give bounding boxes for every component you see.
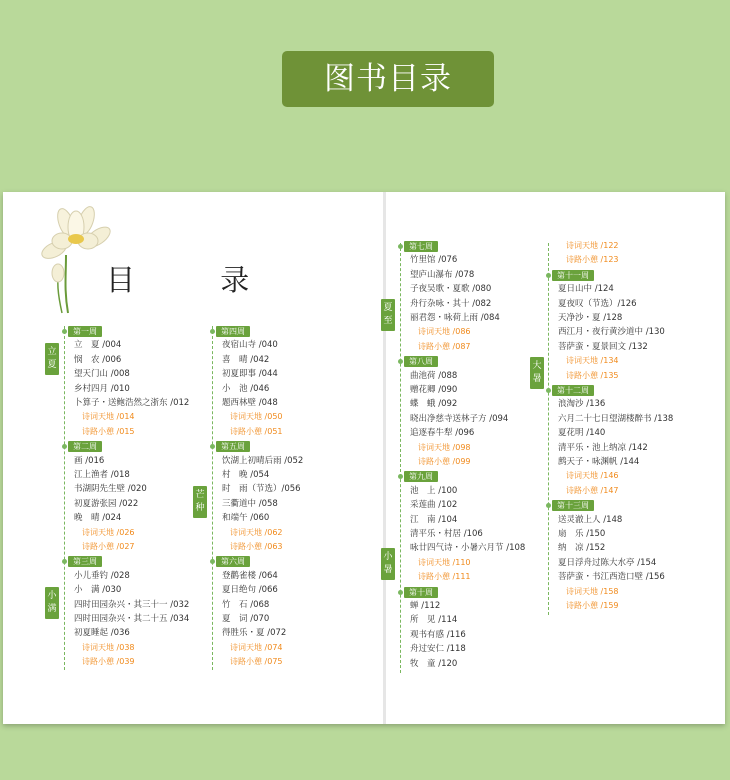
catalog-banner: 图书目录 [282,51,494,107]
toc-entry: 夏夜叹（节选）/126 [558,298,637,309]
col3-guide [400,243,401,673]
toc-entry: 夏 词 /070 [222,614,270,624]
toc-entry: 牧 童 /120 [410,658,458,669]
term-xiaoman: 小满 [45,587,59,619]
toc-entry: 望庐山瀑布 /078 [410,269,475,280]
toc-sub-entry: 诗词天地 /146 [566,471,619,481]
toc-sub-entry: 诗路小憩 /159 [566,601,619,610]
week-dot [62,329,67,334]
toc-entry: 书湖阴先生壁 /020 [74,484,147,495]
toc-entry: 夏花明 /140 [558,428,606,439]
toc-entry: 清平乐・池上纳凉 /142 [558,442,648,453]
toc-entry: 小儿垂钓 /028 [74,570,130,581]
toc-entry: 登鹳雀楼 /064 [222,570,278,581]
toc-sub-entry: 诗路小憩 /099 [418,457,471,466]
toc-entry: 扇 乐 /150 [558,529,606,539]
toc-entry: 悯 农 /006 [74,354,122,365]
toc-entry: 饮湖上初晴后雨 /052 [222,455,304,466]
toc-entry: 初夏睡起 /036 [74,628,130,639]
toc-entry: 晓出净慈寺送林子方 /094 [410,413,509,424]
toc-entry: 咏廿四气诗・小暑六月节 /108 [410,543,526,554]
toc-sub-entry: 诗词天地 /074 [230,642,283,652]
week-label: 第六周 [216,556,250,567]
week-dot [398,590,403,595]
toc-entry: 丽君怨・咏荷上雨 /084 [410,313,500,323]
toc-entry: 画 /016 [74,455,105,466]
toc-entry: 西江月・夜行黄沙道中 /130 [558,327,665,338]
toc-sub-entry: 诗路小憩 /111 [418,572,471,582]
week-dot [398,244,403,249]
toc-sub-entry: 诗词天地 /038 [82,642,135,652]
toc-entry: 追逐春牛犁 /096 [410,428,475,439]
toc-sub-entry: 诗路小憩 /123 [566,255,619,265]
week-label: 第十周 [404,587,438,598]
toc-entry: 子夜吴歌・夏歌 /080 [410,284,492,295]
toc-sub-entry: 诗词天地 /050 [230,412,283,422]
toc-entry: 夜宿山寺 /040 [222,340,278,351]
toc-entry: 得胜乐・夏 /072 [222,628,287,639]
toc-entry: 小 满 /030 [74,585,122,596]
col4-guide [548,243,549,615]
toc-sub-entry: 诗路小憩 /075 [230,657,283,667]
toc-entry: 赠花卿 /090 [410,385,458,395]
col2-guide [212,326,213,670]
toc-entry: 天净沙・夏 /128 [558,313,623,323]
week-label: 第十三周 [552,500,594,511]
toc-sub-entry: 诗路小憩 /063 [230,542,283,551]
toc-entry: 浪淘沙 /136 [558,399,606,410]
toc-entry: 蝶 蛾 /092 [410,399,458,410]
toc-entry: 题西林壁 /048 [222,398,278,408]
toc-entry: 竹 石 /068 [222,599,270,610]
toc-entry: 立 夏 /004 [74,340,122,351]
toc-sub-entry: 诗路小憩 /087 [418,341,471,351]
toc-sub-entry: 诗词天地 /122 [566,241,619,250]
book-spine [383,192,386,724]
week-label: 第五周 [216,441,250,452]
week-label: 第三周 [68,556,102,567]
week-label: 第十一周 [552,270,594,281]
week-label: 第一周 [68,326,102,337]
toc-entry: 村 晚 /054 [222,470,270,480]
toc-entry: 清平乐・村居 /106 [410,529,483,539]
lotus-illustration [36,205,116,315]
toc-sub-entry: 诗词天地 /014 [82,412,135,422]
term-xiaoshu: 小暑 [381,548,395,580]
toc-entry: 卜算子・送鲍浩然之浙东 /012 [74,398,190,408]
week-label: 第二周 [68,441,102,452]
toc-entry: 六月二十七日望湖楼醉书 /138 [558,413,674,424]
toc-entry: 菩萨蛮・书江西造口壁 /156 [558,572,665,583]
toc-sub-entry: 诗词天地 /026 [82,527,135,537]
toc-entry: 江上渔者 /018 [74,470,130,480]
toc-entry: 江 南 /104 [410,514,458,525]
toc-entry: 四时田园杂兴・其三十一 /032 [74,599,190,610]
col1-guide [64,326,65,670]
toc-entry: 初夏即事 /044 [222,369,278,380]
toc-entry: 夏日绝句 /066 [222,585,278,596]
week-label: 第七周 [404,241,438,252]
toc-entry: 菩萨蛮・夏景回文 /132 [558,341,648,352]
toc-entry: 蝉 /112 [410,601,441,611]
toc-entry: 鹧天子・咏渊帆 /144 [558,457,640,467]
toc-entry: 喜 晴 /042 [222,354,270,365]
week-label: 第四周 [216,326,250,337]
toc-entry: 舟行杂咏・其十 /082 [410,298,492,309]
toc-sub-entry: 诗路小憩 /039 [82,657,135,667]
toc-entry: 夏日山中 /124 [558,284,614,295]
toc-entry: 和端午 /060 [222,513,270,524]
table-of-contents-heading: 目 录 [106,263,288,297]
toc-entry: 纳 凉 /152 [558,543,606,554]
toc-entry: 舟过安仁 /118 [410,644,466,655]
toc-sub-entry: 诗路小憩 /027 [82,542,135,551]
toc-entry: 所 见 /114 [410,615,458,626]
toc-entry: 观书有感 /116 [410,629,466,640]
week-dot [546,388,551,393]
week-label: 第九周 [404,471,438,482]
toc-sub-entry: 诗词天地 /098 [418,442,471,452]
toc-entry: 乡村四月 /010 [74,383,130,394]
toc-sub-entry: 诗路小憩 /051 [230,426,283,436]
toc-sub-entry: 诗词天地 /110 [418,557,471,567]
week-label: 第十二周 [552,385,594,396]
term-mangzhong: 芒种 [193,486,207,518]
toc-entry: 竹里馆 /076 [410,255,458,266]
toc-entry: 采莲曲 /102 [410,500,458,511]
toc-entry: 小 池 /046 [222,383,270,394]
toc-sub-entry: 诗词天地 /062 [230,527,283,537]
toc-entry: 时 雨（节选）/056 [222,484,301,495]
toc-sub-entry: 诗词天地 /134 [566,356,619,366]
toc-sub-entry: 诗词天地 /086 [418,327,471,337]
toc-entry: 三衢道中 /058 [222,498,278,509]
term-lixia: 立夏 [45,343,59,375]
term-xiazhi: 夏至 [381,299,395,331]
toc-sub-entry: 诗路小憩 /135 [566,370,619,380]
toc-entry: 初夏游张园 /022 [74,498,139,509]
week-label: 第八周 [404,356,438,367]
toc-entry: 送灵澈上人 /148 [558,514,623,525]
toc-entry: 望天门山 /008 [74,369,130,380]
toc-entry: 曲池荷 /088 [410,370,458,381]
term-dashu: 大暑 [530,357,544,389]
toc-sub-entry: 诗词天地 /158 [566,586,619,596]
toc-sub-entry: 诗路小憩 /147 [566,485,619,495]
toc-sub-entry: 诗路小憩 /015 [82,426,135,436]
toc-entry: 池 上 /100 [410,485,458,496]
toc-entry: 四时田园杂兴・其二十五 /034 [74,614,190,624]
toc-entry: 夏日浮舟过陈大水亭 /154 [558,557,657,568]
week-dot [546,273,551,278]
toc-entry: 晚 晴 /024 [74,513,122,524]
week-dot [210,329,215,334]
